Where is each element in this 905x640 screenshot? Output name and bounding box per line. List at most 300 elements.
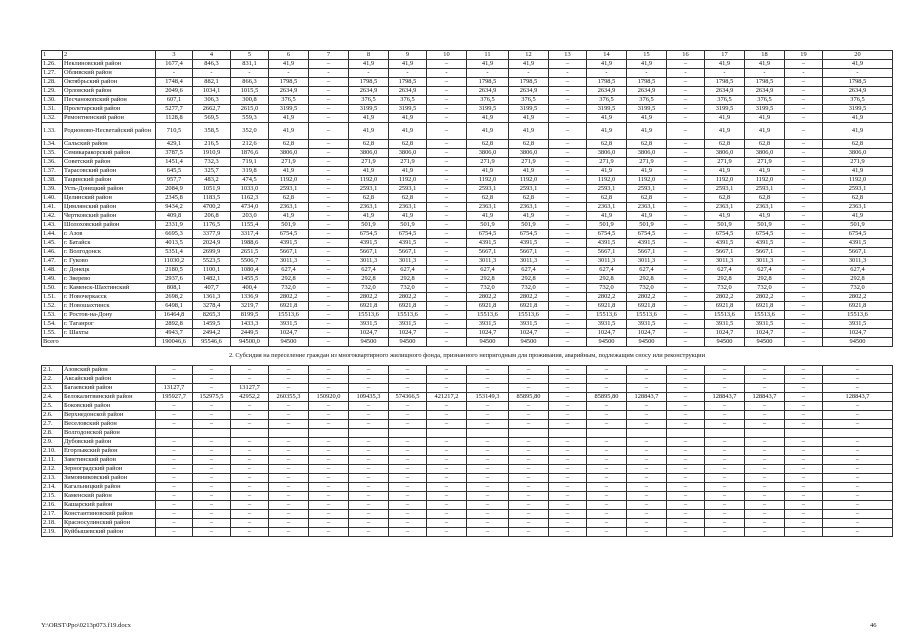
value-cell: 94500 (705, 338, 745, 347)
value-cell: – (231, 375, 269, 384)
value-cell: 6921,8 (705, 302, 745, 311)
value-cell: – (627, 492, 667, 501)
value-cell: – (467, 510, 509, 519)
row-number-cell: 1.28. (42, 78, 63, 87)
value-cell: – (309, 384, 349, 393)
value-cell: 2593,1 (745, 185, 785, 194)
value-cell: 627,4 (269, 266, 309, 275)
value-cell: 1910,9 (193, 149, 231, 158)
table-row (42, 239, 893, 248)
value-cell: – (549, 239, 587, 248)
value-cell: – (231, 366, 269, 375)
value-cell: – (587, 510, 627, 519)
value-cell: – (193, 474, 231, 483)
value-cell: – (667, 257, 705, 266)
row-number-cell: 1.50. (42, 284, 63, 293)
value-cell: – (427, 474, 467, 483)
value-cell: 6921,8 (587, 302, 627, 311)
value-cell: – (427, 275, 467, 284)
value-cell: – (269, 528, 309, 537)
value-cell: – (231, 519, 269, 528)
value-cell: – (427, 123, 467, 140)
value-cell: 1080,4 (231, 266, 269, 275)
value-cell: – (627, 384, 667, 393)
value-cell: – (785, 114, 823, 123)
value-cell: – (785, 366, 823, 375)
value-cell: 732,0 (349, 284, 389, 293)
value-cell: 212,6 (231, 140, 269, 149)
value-cell: 85895,80 (509, 393, 549, 402)
row-number-cell: 2.19. (42, 528, 63, 537)
district-name-cell: Боковский район (63, 402, 156, 411)
value-cell: 2802,2 (349, 293, 389, 302)
value-cell: – (667, 456, 705, 465)
value-cell: 62,8 (705, 194, 745, 203)
district-name-cell: Волгодонской район (63, 429, 156, 438)
value-cell: – (427, 194, 467, 203)
value-cell: 1192,0 (705, 176, 745, 185)
value-cell: – (549, 393, 587, 402)
value-cell: 206,8 (193, 212, 231, 221)
value-cell: 41,9 (823, 212, 893, 221)
value-cell: – (549, 140, 587, 149)
value-cell: – (549, 185, 587, 194)
value-cell: – (269, 501, 309, 510)
value-cell: 1433,3 (231, 320, 269, 329)
district-name-cell: Обливский район (63, 69, 156, 78)
row-number-cell: 2.7. (42, 420, 63, 429)
row-number-cell: 2.11. (42, 456, 63, 465)
value-cell: 2049,6 (156, 87, 193, 96)
value-cell: 957,7 (156, 176, 193, 185)
value-cell: 4391,5 (349, 239, 389, 248)
value-cell: – (549, 105, 587, 114)
value-cell: 6 (269, 51, 309, 60)
table-row (42, 284, 893, 293)
value-cell: – (427, 384, 467, 393)
district-name-cell: Шолоховский район (63, 221, 156, 230)
value-cell: – (309, 149, 349, 158)
value-cell: 4391,5 (823, 239, 893, 248)
value-cell: 569,5 (193, 114, 231, 123)
value-cell: 474,5 (231, 176, 269, 185)
value-cell: 2363,1 (509, 203, 549, 212)
value-cell: 4391,5 (587, 239, 627, 248)
value-cell: 85895,80 (587, 393, 627, 402)
value-cell: – (549, 257, 587, 266)
value-cell: 1024,7 (705, 329, 745, 338)
value-cell: – (627, 447, 667, 456)
value-cell: 4013,5 (156, 239, 193, 248)
value-cell: – (745, 519, 785, 528)
value-cell: – (427, 176, 467, 185)
district-name-cell: Кагальницкий район (63, 483, 156, 492)
value-cell: – (467, 375, 509, 384)
value-cell: – (823, 501, 893, 510)
value-cell: – (509, 528, 549, 537)
value-cell: – (467, 420, 509, 429)
value-cell: – (193, 402, 231, 411)
table-row (42, 203, 893, 212)
table-row (42, 311, 893, 320)
value-cell: – (467, 501, 509, 510)
value-cell: – (745, 483, 785, 492)
value-cell: 41,9 (627, 60, 667, 69)
value-cell: 1748,4 (156, 78, 193, 87)
value-cell: 20 (823, 51, 893, 60)
value-cell: - (193, 69, 231, 78)
value-cell: 3806,0 (389, 149, 427, 158)
value-cell: – (705, 375, 745, 384)
value-cell: 3011,3 (745, 257, 785, 266)
value-cell: – (587, 384, 627, 393)
district-name-cell: Куйбышевский район (63, 528, 156, 537)
value-cell: – (269, 519, 309, 528)
value-cell: 6754,5 (389, 230, 427, 239)
value-cell: – (389, 465, 427, 474)
value-cell: 409,8 (156, 212, 193, 221)
value-cell: – (349, 510, 389, 519)
value-cell: – (309, 266, 349, 275)
value-cell: – (785, 176, 823, 185)
value-cell: – (427, 375, 467, 384)
value-cell: – (269, 366, 309, 375)
value-cell: – (549, 123, 587, 140)
value-cell: – (193, 519, 231, 528)
table-row (42, 257, 893, 266)
value-cell: 645,5 (156, 167, 193, 176)
value-cell: – (667, 510, 705, 519)
value-cell: – (427, 212, 467, 221)
table-row (42, 384, 893, 393)
value-cell: 501,9 (269, 221, 309, 230)
value-cell: 1024,7 (269, 329, 309, 338)
budget-table (41, 50, 893, 537)
value-cell: - (231, 69, 269, 78)
value-cell: 1034,1 (193, 87, 231, 96)
table-row (42, 78, 893, 87)
value-cell (705, 429, 745, 438)
value-cell: 2802,2 (509, 293, 549, 302)
value-cell: – (427, 105, 467, 114)
district-name-cell: Целинский район (63, 194, 156, 203)
value-cell: 41,9 (509, 123, 549, 140)
value-cell: – (427, 302, 467, 311)
value-cell: – (389, 474, 427, 483)
value-cell: – (349, 456, 389, 465)
value-cell: 2634,9 (627, 87, 667, 96)
value-cell: - (309, 69, 349, 78)
table-row (42, 167, 893, 176)
value-cell: – (427, 248, 467, 257)
value-cell: – (705, 510, 745, 519)
value-cell: 41,9 (467, 114, 509, 123)
district-name-cell: Песчанокопский район (63, 96, 156, 105)
value-cell: – (427, 320, 467, 329)
value-cell: – (667, 230, 705, 239)
value-cell: – (785, 492, 823, 501)
value-cell: 15513,6 (389, 311, 427, 320)
row-number-cell: 1.31. (42, 105, 63, 114)
value-cell: 6754,5 (467, 230, 509, 239)
value-cell: – (549, 402, 587, 411)
row-number-cell: 1.30. (42, 96, 63, 105)
value-cell: – (427, 185, 467, 194)
value-cell: 2634,9 (467, 87, 509, 96)
value-cell: – (349, 492, 389, 501)
table-row (42, 149, 893, 158)
value-cell: 1128,8 (156, 114, 193, 123)
value-cell: 5667,1 (745, 248, 785, 257)
value-cell: 271,9 (705, 158, 745, 167)
value-cell: – (667, 123, 705, 140)
district-name-cell: г. Шахты (63, 329, 156, 338)
value-cell: – (309, 230, 349, 239)
value-cell: – (627, 519, 667, 528)
value-cell: – (549, 167, 587, 176)
value-cell: 2363,1 (269, 203, 309, 212)
value-cell: – (231, 483, 269, 492)
value-cell: – (823, 447, 893, 456)
value-cell: 3931,5 (745, 320, 785, 329)
value-cell: 6754,5 (705, 230, 745, 239)
value-cell: – (156, 402, 193, 411)
value-cell: – (389, 375, 427, 384)
value-cell: 292,8 (587, 275, 627, 284)
value-cell: 2593,1 (389, 185, 427, 194)
value-cell: 2593,1 (349, 185, 389, 194)
district-name-cell: Усть-Донецкий район (63, 185, 156, 194)
value-cell: 376,5 (823, 96, 893, 105)
value-cell: – (156, 465, 193, 474)
value-cell: 3931,5 (509, 320, 549, 329)
value-cell: – (509, 465, 549, 474)
value-cell: 6754,5 (349, 230, 389, 239)
value-cell: – (823, 402, 893, 411)
value-cell: – (785, 203, 823, 212)
district-name-cell: Белокалитвинский район (63, 393, 156, 402)
value-cell: – (549, 456, 587, 465)
value-cell: – (823, 366, 893, 375)
value-cell: 501,9 (627, 221, 667, 230)
value-cell: 3931,5 (705, 320, 745, 329)
row-number-cell: 1.36. (42, 158, 63, 167)
value-cell: 3199,5 (509, 105, 549, 114)
value-cell: – (667, 212, 705, 221)
value-cell: – (549, 293, 587, 302)
value-cell: 2699,9 (193, 248, 231, 257)
value-cell: – (467, 384, 509, 393)
value-cell: – (785, 105, 823, 114)
value-cell: – (549, 474, 587, 483)
value-cell: 4943,7 (156, 329, 193, 338)
value-cell: – (467, 402, 509, 411)
value-cell: 376,5 (705, 96, 745, 105)
value-cell: – (231, 528, 269, 537)
value-cell: 831,1 (231, 60, 269, 69)
value-cell: 1798,5 (389, 78, 427, 87)
value-cell: 292,8 (823, 275, 893, 284)
value-cell: – (193, 384, 231, 393)
value-cell: 6754,5 (269, 230, 309, 239)
value-cell: – (269, 438, 309, 447)
value-cell: 41,9 (467, 60, 509, 69)
value-cell: 882,1 (193, 78, 231, 87)
table-row (42, 221, 893, 230)
value-cell: 376,5 (509, 96, 549, 105)
value-cell: 1024,7 (587, 329, 627, 338)
value-cell: 2802,2 (269, 293, 309, 302)
value-cell: – (823, 456, 893, 465)
value-cell: 2024,9 (193, 239, 231, 248)
value-cell: – (627, 402, 667, 411)
value-cell: – (667, 384, 705, 393)
value-cell: 2180,5 (156, 266, 193, 275)
value-cell: – (156, 483, 193, 492)
value-cell: - (667, 69, 705, 78)
row-number-cell: 1.48. (42, 266, 63, 275)
value-cell: 2494,2 (193, 329, 231, 338)
value-cell (549, 429, 587, 438)
row-number-cell: 1.53. (42, 311, 63, 320)
value-cell: - (156, 69, 193, 78)
value-cell: 41,9 (587, 167, 627, 176)
value-cell: 3011,3 (269, 257, 309, 266)
value-cell (231, 429, 269, 438)
value-cell: 15513,6 (587, 311, 627, 320)
value-cell: – (509, 420, 549, 429)
value-cell: 352,0 (231, 123, 269, 140)
table-row (42, 123, 893, 140)
value-cell: 4391,5 (705, 239, 745, 248)
value-cell: – (745, 492, 785, 501)
value-cell: 62,8 (509, 194, 549, 203)
value-cell: 2363,1 (627, 203, 667, 212)
value-cell: – (587, 438, 627, 447)
value-cell: – (427, 338, 467, 347)
value-cell: 62,8 (389, 140, 427, 149)
value-cell: – (627, 375, 667, 384)
value-cell: 8 (349, 51, 389, 60)
value-cell: 2802,2 (587, 293, 627, 302)
value-cell: 62,8 (269, 194, 309, 203)
value-cell: 94500 (349, 338, 389, 347)
value-cell: – (667, 194, 705, 203)
value-cell: 3011,3 (587, 257, 627, 266)
value-cell: 501,9 (823, 221, 893, 230)
table-row (42, 230, 893, 239)
value-cell: 4 (193, 51, 231, 60)
value-cell: 627,4 (627, 266, 667, 275)
value-cell: – (627, 456, 667, 465)
value-cell: 5667,1 (389, 248, 427, 257)
value-cell: – (705, 501, 745, 510)
value-cell: 62,8 (627, 194, 667, 203)
value-cell: 6695,3 (156, 230, 193, 239)
value-cell (427, 429, 467, 438)
value-cell: 1798,5 (705, 78, 745, 87)
value-cell: 501,9 (587, 221, 627, 230)
row-number-cell: 1.46. (42, 248, 63, 257)
value-cell: 15513,6 (745, 311, 785, 320)
value-cell: – (549, 528, 587, 537)
value-cell: 376,5 (389, 96, 427, 105)
row-number-cell: 1 (42, 51, 63, 60)
value-cell: – (627, 501, 667, 510)
value-cell: – (156, 366, 193, 375)
value-cell: – (549, 284, 587, 293)
row-number-cell: 2.9. (42, 438, 63, 447)
value-cell: – (349, 366, 389, 375)
value-cell: 2634,9 (823, 87, 893, 96)
row-number-cell: 2.18. (42, 519, 63, 528)
row-number-cell: 1.29. (42, 87, 63, 96)
value-cell: – (389, 402, 427, 411)
value-cell: – (309, 96, 349, 105)
value-cell: 41,9 (705, 212, 745, 221)
value-cell: 150920,0 (309, 393, 349, 402)
value-cell: – (309, 411, 349, 420)
value-cell: 3278,4 (193, 302, 231, 311)
value-cell: – (667, 447, 705, 456)
district-name-cell: Семикаракорский район (63, 149, 156, 158)
value-cell: 732,0 (823, 284, 893, 293)
section-2-title: 2. Субсидия на переселение граждан из многоквартирного жилищного фонда, признанного непригодным для проживания, аварийным, подлежащим сносу или реконструкции (42, 347, 893, 366)
value-cell: 292,8 (627, 275, 667, 284)
table-row (42, 114, 893, 123)
value-cell: 3931,5 (823, 320, 893, 329)
value-cell: – (193, 447, 231, 456)
table-row (42, 320, 893, 329)
value-cell: 2802,2 (467, 293, 509, 302)
column-number-row (42, 51, 893, 60)
value-cell: 292,8 (745, 275, 785, 284)
value-cell: – (745, 438, 785, 447)
value-cell: – (785, 78, 823, 87)
value-cell: - (509, 69, 549, 78)
value-cell: – (549, 114, 587, 123)
value-cell: 41,9 (587, 212, 627, 221)
value-cell: 271,9 (745, 158, 785, 167)
value-cell: 5 (231, 51, 269, 60)
value-cell: 2363,1 (745, 203, 785, 212)
value-cell: – (549, 366, 587, 375)
value-cell: – (509, 474, 549, 483)
value-cell: – (667, 105, 705, 114)
value-cell: – (745, 402, 785, 411)
value-cell: 94500 (509, 338, 549, 347)
value-cell: – (627, 528, 667, 537)
value-cell: 13127,7 (156, 384, 193, 393)
value-cell: – (785, 474, 823, 483)
value-cell: 2634,9 (509, 87, 549, 96)
value-cell: 41,9 (587, 123, 627, 140)
value-cell: – (785, 384, 823, 393)
value-cell: 5506,7 (231, 257, 269, 266)
district-name-cell: Зимовниковский район (63, 474, 156, 483)
district-name-cell: Орловский район (63, 87, 156, 96)
value-cell: – (231, 456, 269, 465)
value-cell: 1798,5 (349, 78, 389, 87)
value-cell: – (349, 420, 389, 429)
district-name-cell: г. Новочеркасск (63, 293, 156, 302)
value-cell: – (269, 510, 309, 519)
value-cell: 18 (745, 51, 785, 60)
value-cell: – (785, 221, 823, 230)
value-cell: – (745, 528, 785, 537)
district-name-cell: Красносулинский район (63, 519, 156, 528)
value-cell: 5667,1 (509, 248, 549, 257)
